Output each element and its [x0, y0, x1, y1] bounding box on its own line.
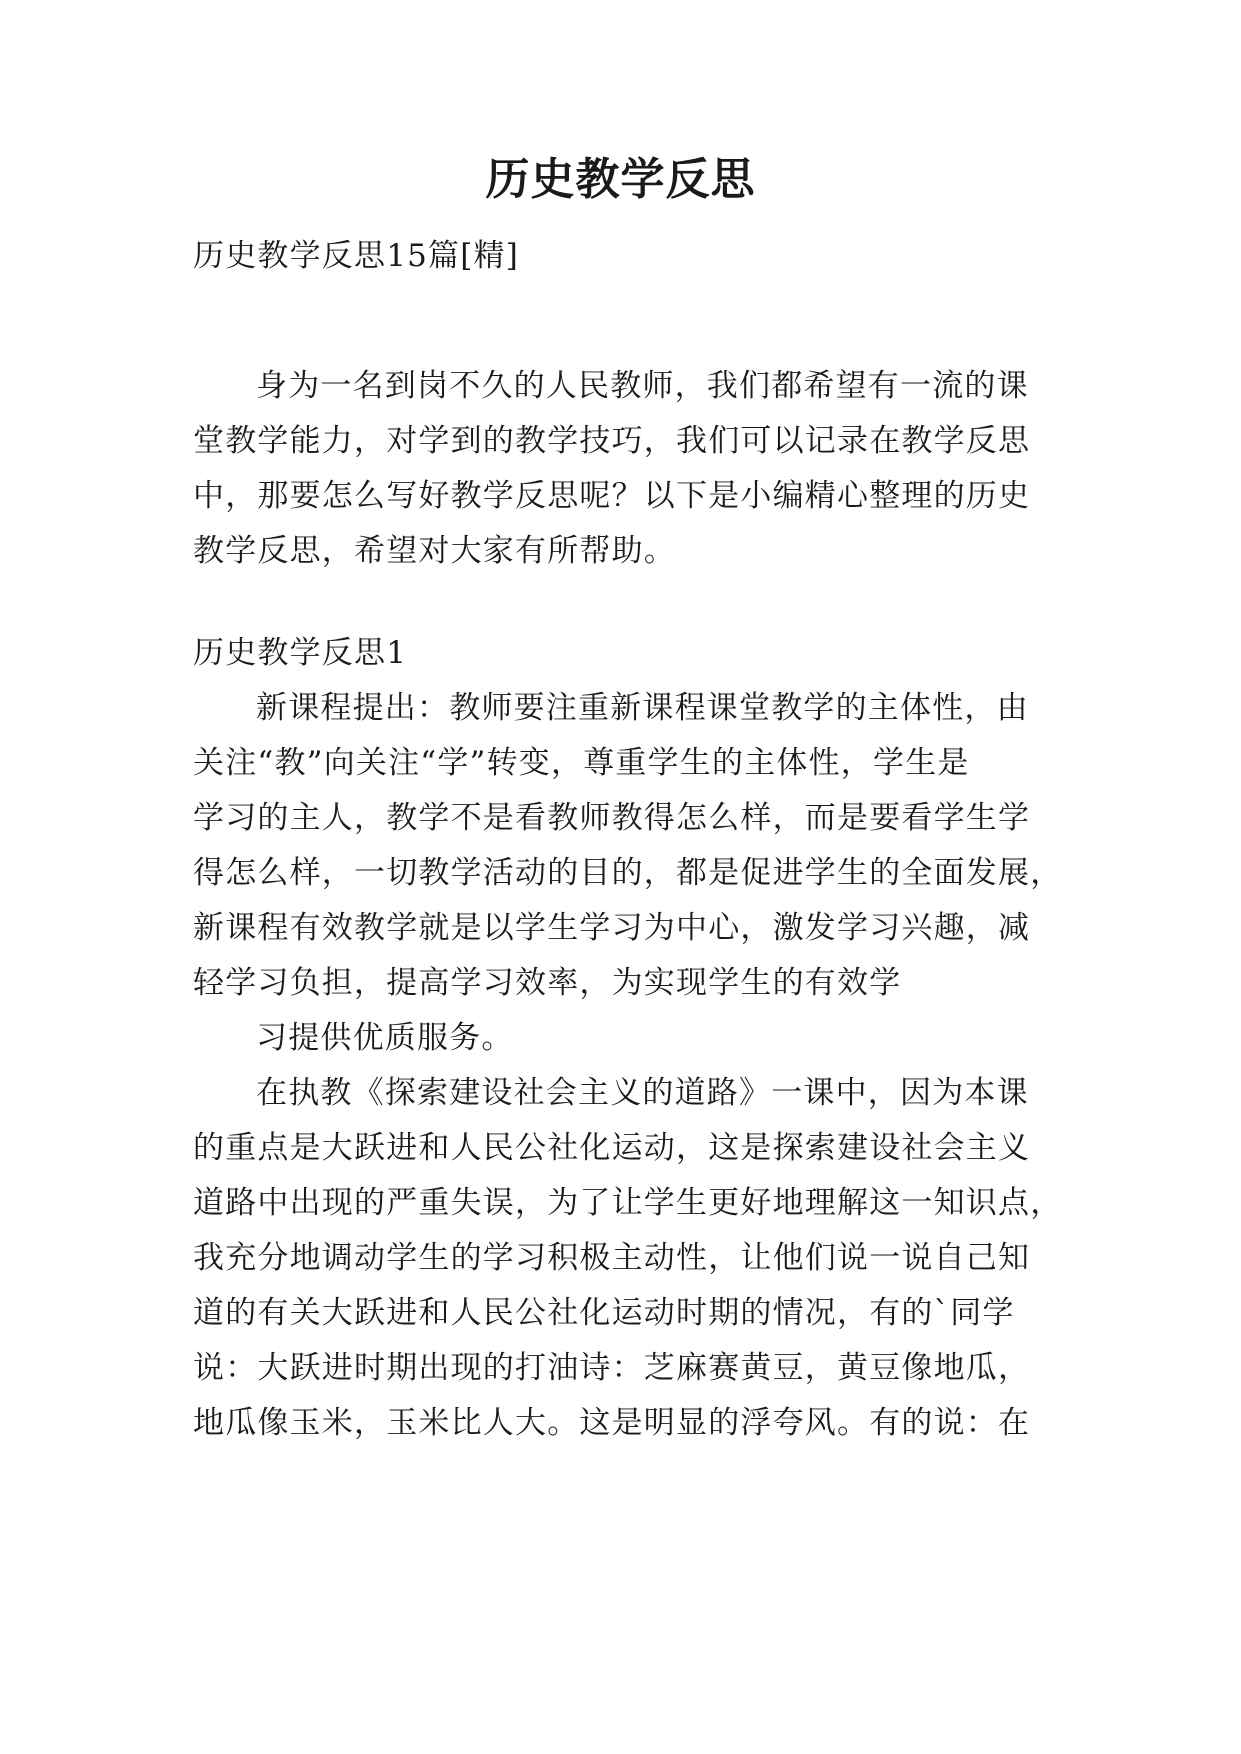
intro-line: 堂教学能力，对学到的教学技巧，我们可以记录在教学反思: [193, 423, 1031, 459]
body-line: 道的有关大跃进和人民公社化运动时期的情况，有的`同学: [193, 1295, 1015, 1331]
body-line: 在执教《探索建设社会主义的道路》一课中，因为本课: [256, 1075, 1029, 1111]
body-line: 的重点是大跃进和人民公社化运动，这是探索建设社会主义: [193, 1130, 1031, 1166]
body-line: 新课程提出：教师要注重新课程课堂教学的主体性，由: [256, 690, 1029, 726]
body-line: 道路中出现的严重失误，为了让学生更好地理解这一知识点，: [193, 1185, 1063, 1221]
body-line: 习提供优质服务。: [256, 1020, 514, 1056]
body-line: 轻学习负担，提高学习效率，为实现学生的有效学: [193, 965, 902, 1001]
intro-line: 中，那要怎么写好教学反思呢？以下是小编精心整理的历史: [193, 478, 1031, 514]
section-heading: 历史教学反思1: [193, 635, 408, 671]
body-line: 新课程有效教学就是以学生学习为中心，激发学习兴趣，减: [193, 910, 1031, 946]
body-line: 学习的主人，教学不是看教师教得怎么样，而是要看学生学: [193, 800, 1031, 836]
document-subtitle: 历史教学反思15篇[精]: [193, 238, 520, 274]
intro-line: 身为一名到岗不久的人民教师，我们都希望有一流的课: [256, 368, 1029, 404]
body-line: 关注“教”向关注“学”转变，尊重学生的主体性，学生是: [193, 745, 970, 781]
document-title: 历史教学反思: [485, 154, 756, 205]
body-line: 说：大跃进时期出现的打油诗：芝麻赛黄豆，黄豆像地瓜，: [193, 1350, 1031, 1386]
body-line: 得怎么样，一切教学活动的目的，都是促进学生的全面发展，: [193, 855, 1063, 891]
body-line: 地瓜像玉米，玉米比人大。这是明显的浮夸风。有的说：在: [193, 1405, 1031, 1441]
body-line: 我充分地调动学生的学习积极主动性，让他们说一说自己知: [193, 1240, 1031, 1276]
intro-line: 教学反思，希望对大家有所帮助。: [193, 533, 676, 569]
